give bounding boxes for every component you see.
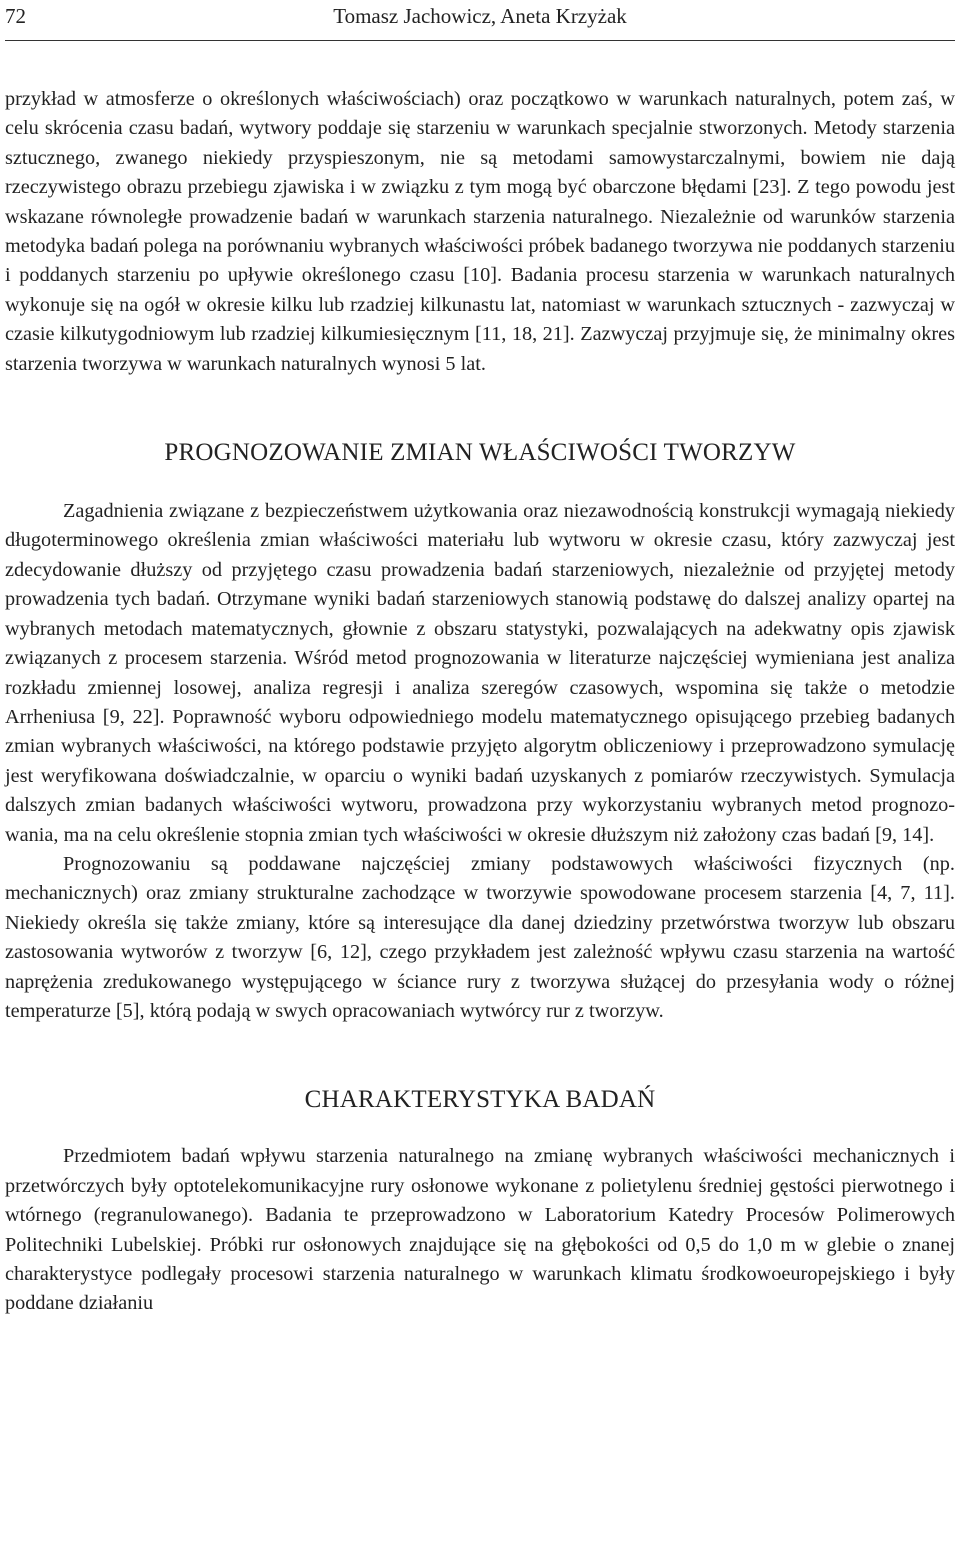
intro-text [5,85,955,379]
page-number: 72 [5,4,26,28]
section-2-text [5,1142,955,1318]
header-authors: Tomasz Jachowicz, Aneta Krzyżak [333,4,627,28]
running-header [5,0,955,41]
section-1-text [5,497,955,1026]
section-heading-charakterystyka: CHARAKTERYSTYKA BADAŃ [304,1086,656,1114]
document-page [5,0,955,1319]
paragraph: Przedmiotem badań wpływu starzenia naturalnego na zmianę wybranych właściwości mechanicznych i przetwórczych były optotelekomunikacyjne rury osłonowe wykonane z polietylenu średniej gęstości pierwotnego i wtórnego (regranulowanego). Badania te przeprowadzono w Laboratorium Katedry Procesów Polimerowych Politechniki Lubelskiej. Próbki rur osłonowych znajdujące się na głębokości od 0,5 do 1,0 m w glebie o znanej charakterystyce podlegały procesowi starzenia naturalnego w warunkach klimatu środkowoeuropejskiego i były poddane działaniu [5,1145,955,1315]
paragraph: Zagadnienia związane z bezpieczeństwem użytkowania oraz niezawodnością konstrukcji wymagają niekiedy długoterminowego określenia zmian właściwości materiału lub wytworu w okresie czasu, który zazwyczaj jest zdecydowanie dłuższy od przyjętego czasu prowadzenia badań starzeniowych, niezależnie od przyjętej metody prowadzenia tych badań. Otrzymane wyniki badań starzeniowych stanowią podstawę do dalszej analizy opartej na wybranych metodach matematycznych, głownie z obszaru statystyki, pozwalających na adekwatny opis zjawisk związanych z procesem starzenia. Wśród metod prognozowania w literaturze najczęściej wymieniana jest analiza rozkładu zmiennej losowej, analiza regresji i analiza szeregów czasowych, wspomina się także o metodzie Arrheniusa [9, 22]. Poprawność wyboru odpowiedniego modelu matematycznego opisującego przebieg badanych zmian wybranych właściwości, na którego podstawie przyjęto algorytm obliczeniowy i przeprowadzono symulację jest weryfikowana doświadczalnie, w oparciu o wyniki badań uzyskanych z pomiarów rzeczywistych. Symulacja dalszych zmian badanych właściwości wytworu, prowadzona przy wykorzystaniu wybranych metod prognozowania, ma na celu określenie stopnia zmian tych właściwości w okresie dłuższym niż założony czas badań [9, 14]. [5,500,955,846]
paragraph: przykład w atmosferze o określonych właściwościach) oraz początkowo w warunkach naturalnych, potem zaś, w celu skrócenia czasu badań, wytwory poddaje się starzeniu w warunkach specjalnie stworzonych. Metody starzenia sztucznego, zwanego niekiedy przyspieszonym, nie są metodami samowystarczalnymi, bowiem nie dają rzeczywistego obrazu przebiegu zjawiska i w związku z tym mogą być obarczone błędami [23]. Z tego powodu jest wskazane równoległe prowadzenie badań w warunkach starzenia naturalnego. Niezależnie od warunków starzenia metodyka badań polega na porównaniu wybranych właściwości próbek badanego tworzywa nie poddanych starzeniu i poddanych starzeniu po upływie określonego czasu [10]. Badania procesu starzenia w warunkach naturalnych wykonuje się na ogół w okresie kilku lub rzadziej kilkunastu lat, natomiast w warunkach sztucznych - zazwyczaj w czasie kilkutygodniowym lub rzadziej kilkumiesięcznym [11, 18, 21]. Zazwyczaj przyjmuje się, że minimalny okres starzenia tworzywa w warunkach naturalnych wynosi 5 lat. [5,88,955,375]
section-heading-prognozowanie: PROGNOZOWANIE ZMIAN WŁAŚCIWOŚCI TWORZYW [164,439,796,467]
paragraph: Prognozowaniu są poddawane najczęściej zmiany podstawowych właściwości fizycznych (np. mechanicznych) oraz zmiany strukturalne zachodzące w tworzywie spowodowane procesem starzenia [4, 7, 11]. Niekiedy określa się także zmiany, które są interesujące dla danej dziedziny przetwórstwa tworzyw lub obszaru zastosowania wytworów z tworzyw [6, 12], czego przykładem jest zależność wpływu czasu starzenia na wartość naprężenia zredukowanego występującego w ściance rury z tworzywa służącej do przesyłania wody o różnej temperaturze [5], którą podają w swych opracowaniach wytwórcy rur z tworzyw. [5,852,955,1022]
